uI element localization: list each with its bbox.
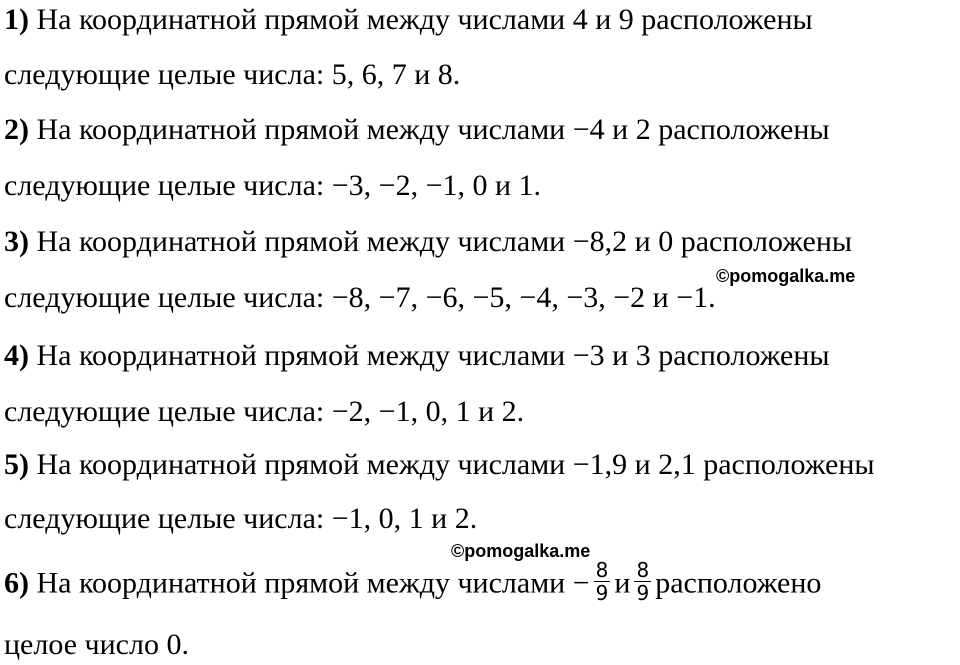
- conjunction: и: [614, 566, 631, 600]
- watermark: ©pomogalka.me: [716, 266, 856, 286]
- item-number: 6): [4, 566, 29, 600]
- fraction-denominator: 9: [636, 581, 650, 605]
- item-text: На координатной прямой между числами −3 и 3 расположены: [29, 339, 830, 372]
- item-number: 5): [4, 448, 29, 481]
- item-1-line-1: [4, 2, 813, 38]
- item-6-line-2: целое число 0.: [4, 628, 189, 661]
- item-5-line-2: следующие целые числа: −1, 0, 1 и 2.: [4, 502, 478, 535]
- item-number: 3): [4, 225, 29, 258]
- watermark: ©pomogalka.me: [451, 541, 591, 561]
- item-text: На координатной прямой между числами 4 и 9 расположены: [29, 3, 813, 36]
- item-number: 1): [4, 3, 29, 36]
- item-5-line-1: [4, 447, 875, 483]
- item-text: На координатной прямой между числами −: [29, 566, 590, 600]
- item-text-suffix: расположено: [655, 566, 822, 600]
- item-number: 4): [4, 339, 29, 372]
- item-1-line-2: следующие целые числа: 5, 6, 7 и 8.: [4, 58, 461, 91]
- fraction: [634, 559, 651, 604]
- item-text: На координатной прямой между числами −1,9 и 2,1 расположены: [29, 448, 875, 481]
- item-2-line-2: следующие целые числа: −3, −2, −1, 0 и 1.: [4, 169, 542, 202]
- item-4-line-2: следующие целые числа: −2, −1, 0, 1 и 2.: [4, 395, 525, 428]
- item-text: На координатной прямой между числами −8,2 и 0 расположены: [29, 225, 853, 258]
- item-number: 2): [4, 113, 29, 146]
- fraction-numerator: 8: [595, 558, 609, 582]
- fraction-numerator: 8: [636, 558, 650, 582]
- item-3-line-1: [4, 224, 852, 260]
- item-3-line-2: следующие целые числа: −8, −7, −6, −5, −4, −3, −2 и −1.: [4, 281, 716, 314]
- item-text: На координатной прямой между числами −4 и 2 расположены: [29, 113, 830, 146]
- fraction-denominator: 9: [595, 581, 609, 605]
- item-6-line-1: [4, 558, 822, 608]
- item-4-line-1: [4, 338, 830, 374]
- item-2-line-1: [4, 112, 830, 148]
- fraction: [594, 559, 611, 604]
